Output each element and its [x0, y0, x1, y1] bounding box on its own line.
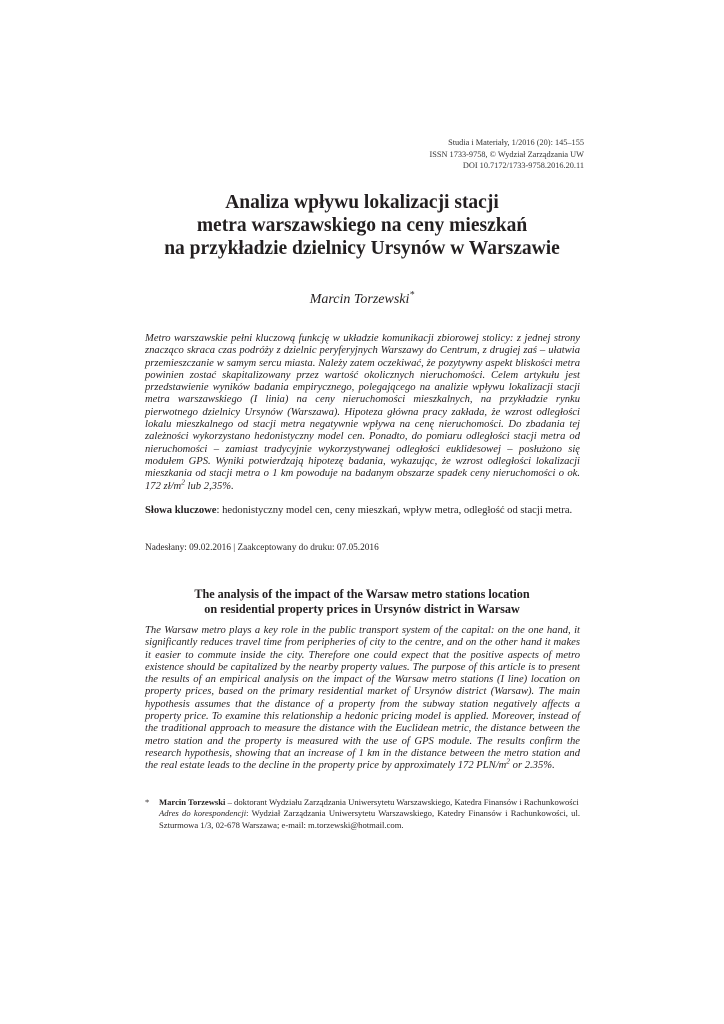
abstract-pl-tail: lub 2,35%. [184, 480, 234, 492]
title-line-2: metra warszawskiego na ceny mieszkań [196, 215, 528, 236]
footnote-affiliation-text: – doktorant Wydziału Zarządzania Uniwersytetu Warszawskiego, Katedra Finansów i Rachunkowości [225, 797, 579, 807]
keywords [145, 504, 580, 517]
author-text: Marcin Torzewski [309, 292, 410, 307]
title-line-3: na przykładzie dzielnicy Ursynów w Warszawie [164, 238, 560, 259]
author-footnote [145, 797, 580, 831]
author-footnote-mark: * [409, 289, 415, 301]
abstract-pl-superscript: 2 [181, 477, 185, 487]
english-title-line-2: on residential property prices in Ursynów district in Warsaw [204, 601, 520, 616]
issn-line: ISSN 1733-9758, © Wydział Zarządzania UW [429, 149, 584, 159]
abstract-pl-text: Metro warszawskie pełni kluczową funkcję w układzie komunikacji zbiorowej stolicy: z jednej strony znacząco skraca czas podróży z dzielnic peryferyjnych Warszawy do Centrum, z drugiej zaś – ułatwia przemieszczanie w samym sercu miasta. Należy zatem oczekiwać, że pozytywny aspekt bliskości metra powinien zostać skapitalizowany przez wartość okolicznych nieruchomości. Celem artykułu jest przedstawienie wyników badania empirycznego, polegającego na analizie wpływu lokalizacji stacji metra warszawskiego (I linia) na ceny nieruchomości mieszkalnych, na przykładzie rynku pierwotnego dzielnicy Ursynów (Warszawa). Hipoteza główna pracy zakłada, że wzrost odległości lokalu mieszkalnego od stacji metra negatywnie wpływa na cenę nieruchomości. Do zbadania tej zależności wykorzystano hedonistyczny model cen. Ponadto, do pomiaru odległości stacji metra od nieruchomości – zamiast tradycyjnie wykorzystywanej odległości euklidesowej – posłużono się modułem GPS. Wyniki potwierdzają hipotezę badania, wykazując, że wzrost odległości lokalizacji mieszkania od stacji metra o 1 km powoduje na badanym obszarze spadek ceny nieruchomości o ok. 172 zł/m [145, 333, 580, 492]
article-title [100, 191, 624, 260]
journal-header [430, 137, 585, 172]
author-name [100, 289, 624, 308]
keywords-text: : hedonistyczny model cen, ceny mieszkań, wpływ metra, odległość od stacji metra. [216, 505, 573, 516]
footnote-address-text: : Wydział Zarządzania Uniwersytetu Warszawskiego, Katedry Finansów i Rachunkowości, ul. Szturmowa 1/3, 02-678 Warszawa; e-mail: m.torzewski@hotmail.com. [159, 808, 580, 830]
footnote-mark: * [145, 797, 150, 807]
abstract-en-superscript: 2 [506, 756, 510, 766]
footnote-affiliation [145, 797, 580, 808]
title-line-1: Analiza wpływu lokalizacji stacji [225, 192, 499, 213]
footnote-author-name: Marcin Torzewski [159, 797, 226, 807]
journal-line: Studia i Materiały, 1/2016 (20): 145–155 [448, 138, 584, 147]
english-title-line-1: The analysis of the impact of the Warsaw metro stations location [194, 587, 530, 601]
keywords-label: Słowa kluczowe [145, 505, 217, 516]
abstract-english [145, 625, 580, 773]
footnote-address [145, 808, 580, 831]
submission-dates: Nadesłany: 09.02.2016 | Zaakceptowany do druku: 07.05.2016 [145, 543, 379, 553]
footnote-address-label: Adres do korespondencji [159, 808, 247, 819]
english-title [100, 587, 624, 616]
abstract-polish [145, 333, 580, 493]
abstract-en-text: The Warsaw metro plays a key role in the public transport system of the capital: on the one hand, it significantly reduces travel time from peripheries of city to the centre, and on the other hand it makes it easier to commute inside the city. Therefore one could expect that the positive aspects of metro existence should be capitalized by the nearby property values. The purpose of this article is to present the results of an empirical analysis on the impact of the Warsaw metro stations (I line) location on property prices, based on the primary residential market of Ursynów district (Warsaw). The main hypothesis assumes that the distance of a property from the subway station negatively affects a property price. To examine this relationship a hedonic pricing model is applied. Moreover, instead of the traditional approach to measure the distance with the Euclidean metric, the distance between the metro station and the property is measured with the use of GPS module. The results confirm the research hypothesis, showing that an increase of 1 km in the distance between the metro station and the real estate leads to the decline in the property price by approximately 172 PLN/m [145, 625, 580, 772]
doi-line: DOI 10.7172/1733-9758.2016.20.11 [462, 161, 584, 170]
abstract-en-tail: or 2.35%. [510, 760, 555, 772]
